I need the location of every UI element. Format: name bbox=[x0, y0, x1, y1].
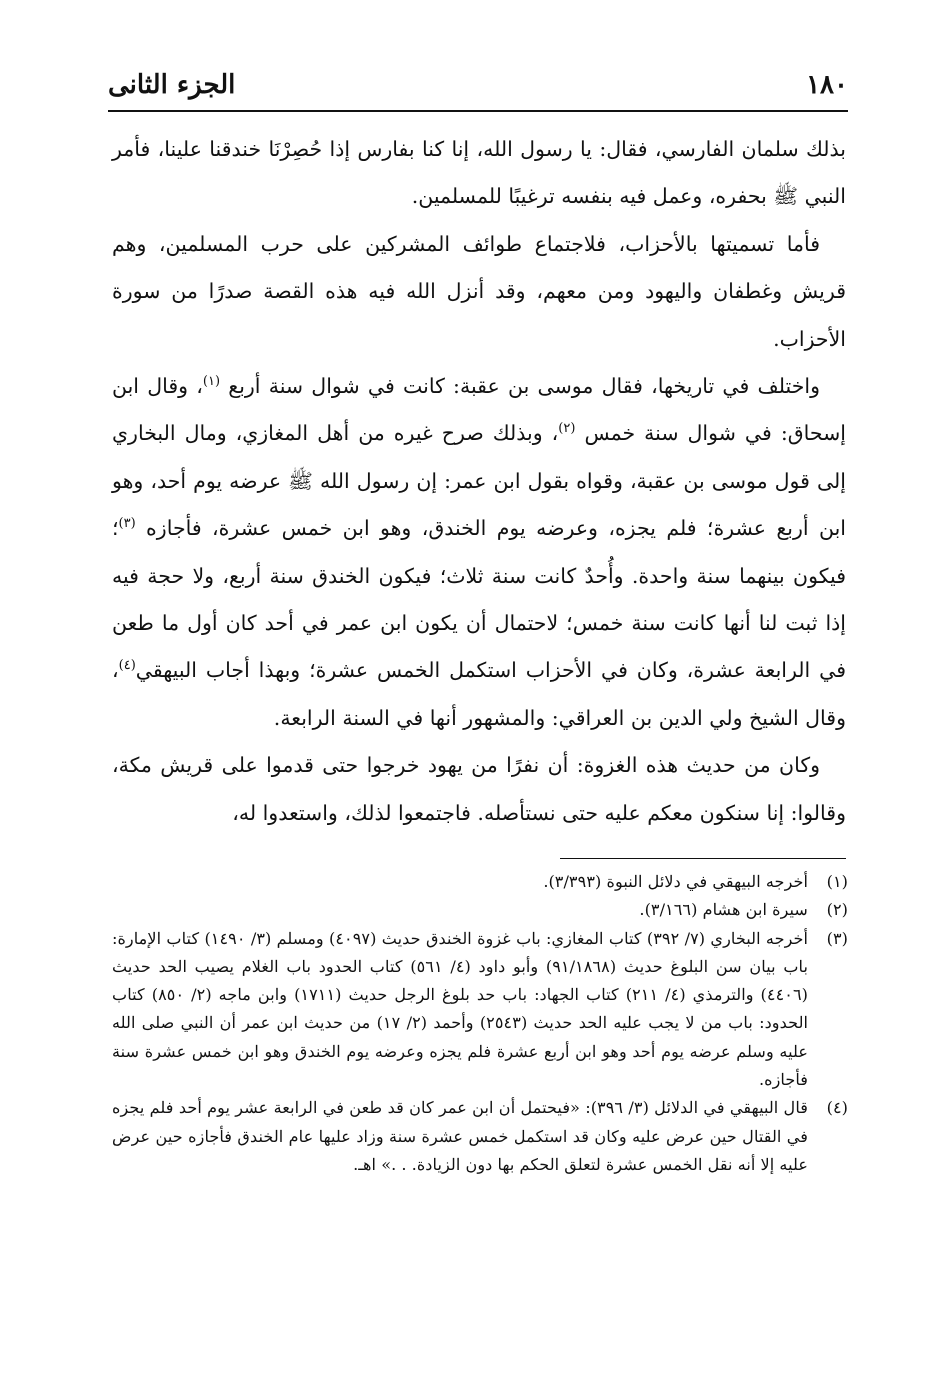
footnotes bbox=[112, 868, 848, 1179]
paragraph-3-text-5: ، وقال الشيخ ولي الدين بن العراقي: والمشهور أنها في السنة الرابعة. bbox=[112, 658, 846, 730]
footnote-separator bbox=[560, 858, 846, 859]
footnote-number: (٢) bbox=[826, 900, 848, 920]
footnote-text: أخرجه البيهقي في دلائل النبوة (٣/٣٩٣). bbox=[543, 872, 808, 891]
paragraph-3-text-4: ؛ فيكون بينهما سنة واحدة. وأُحدٌ كانت سنة ثلاث؛ فيكون الخندق سنة أربع، ولا حجة فيه إذا ثبت لنا أنها كانت سنة خمس؛ لاحتمال أن يكون ابن عمر في أحد كان أول ما طعن في الرابعة عشرة، وكان في الأحزاب استكمل الخمس عشرة؛ وبهذا أجاب البيهقي bbox=[112, 516, 846, 683]
paragraph-1: بذلك سلمان الفارسي، فقال: يا رسول الله، إنا كنا بفارس إذا حُصِرْنَا خندقنا علينا، فأمر النبي ﷺ بحفره، وعمل فيه بنفسه ترغيبًا للمسلمين. bbox=[112, 137, 846, 209]
paragraph-3 bbox=[112, 363, 846, 742]
paragraph-2: فأما تسميتها بالأحزاب، فلاجتماع طوائف المشركين على حرب المسلمين، وهم قريش وغطفان واليهود ومن معهم، وقد أنزل الله فيه هذه القصة صدرًا من سورة الأحزاب. bbox=[112, 231, 846, 351]
main-text bbox=[112, 126, 846, 837]
footnote-2 bbox=[112, 896, 848, 924]
page-header bbox=[108, 62, 848, 108]
footnote-ref-3[interactable]: (٣) bbox=[118, 516, 136, 532]
footnote-ref-4[interactable]: (٤) bbox=[118, 658, 136, 674]
footnote-text: سيرة ابن هشام (٣/١٦٦). bbox=[639, 900, 808, 920]
footnote-ref-1[interactable]: (١) bbox=[202, 374, 221, 390]
running-title: الجزء الثانى bbox=[108, 70, 236, 100]
paragraph-3-text-3: ، وبذلك صرح غيره من أهل المغازي، ومال البخاري إلى قول موسى بن عقبة، وقواه بقول ابن عمر: إن رسول الله ﷺ عرضه يوم أحد، وهو ابن أربع عشرة؛ فلم يجزه، وعرضه يوم الخندق، وهو ابن خمس عشرة، فأجازه bbox=[112, 421, 846, 541]
header-rule bbox=[108, 110, 848, 112]
footnote-ref-2[interactable]: (٢) bbox=[558, 421, 576, 437]
paragraph-3-text-1: واختلف في تاريخها، فقال موسى بن عقبة: كانت في شوال سنة أربع bbox=[220, 374, 821, 399]
paragraph-3-text-2: ، وقال ابن إسحاق: في شوال سنة خمس bbox=[112, 374, 846, 446]
footnote-1 bbox=[112, 868, 848, 896]
footnote-4 bbox=[112, 1094, 848, 1179]
paragraph-4: وكان من حديث هذه الغزوة: أن نفرًا من يهود خرجوا حتى قدموا على قريش مكة، وقالوا: إنا سنكون معكم عليه حتى نستأصله. فاجتمعوا لذلك، واستعدوا له، bbox=[112, 753, 846, 825]
footnote-number: (١) bbox=[826, 872, 848, 891]
footnote-number: (٣) bbox=[826, 928, 848, 948]
footnote-text: أخرجه البخاري (٧/ ٣٩٢) كتاب المغازي: باب غزوة الخندق حديث (٤٠٩٧) ومسلم (٣/ ١٤٩٠) كتاب الإمارة: باب بيان سن البلوغ حديث (٩١/١٨٦٨) وأبو داود (٤/ ٥٦١) كتاب الحدود باب الغلام يصيب الحد حديث (٤٤٠٦) والترمذي (٤/ ٢١١) كتاب الجهاد: باب حد بلوغ الرجل حديث (١٧١١) وابن ماجه (٢/ ٨٥٠) كتاب الحدود: باب من لا يجب عليه الحد حديث (٢٥٤٣) وأحمد (٢/ ١٧) من حديث ابن عمر أن النبي صلى الله عليه وسلم عرضه يوم أحد وهو ابن أربع عشرة فلم يجزه وعرضه يوم الخندق وهو ابن خمس عشرة سنة فأجازه. bbox=[112, 928, 809, 1090]
footnote-number: (٤) bbox=[826, 1098, 848, 1118]
page-number: ١٨٠ bbox=[806, 70, 848, 100]
footnote-3 bbox=[112, 925, 848, 1095]
footnote-text: قال البيهقي في الدلائل (٣/ ٣٩٦): «فيحتمل أن ابن عمر كان قد طعن في الرابعة عشر يوم أحد فلم يجزه في القتال حين عرض عليه وكان قد استكمل خمس عشرة سنة وزاد عليها عام الخندق فأجازه حين عرض عليه إلا أنه نقل الخمس عشرة لتعلق الحكم بها دون الزيادة. . .» اهـ. bbox=[112, 1098, 808, 1174]
